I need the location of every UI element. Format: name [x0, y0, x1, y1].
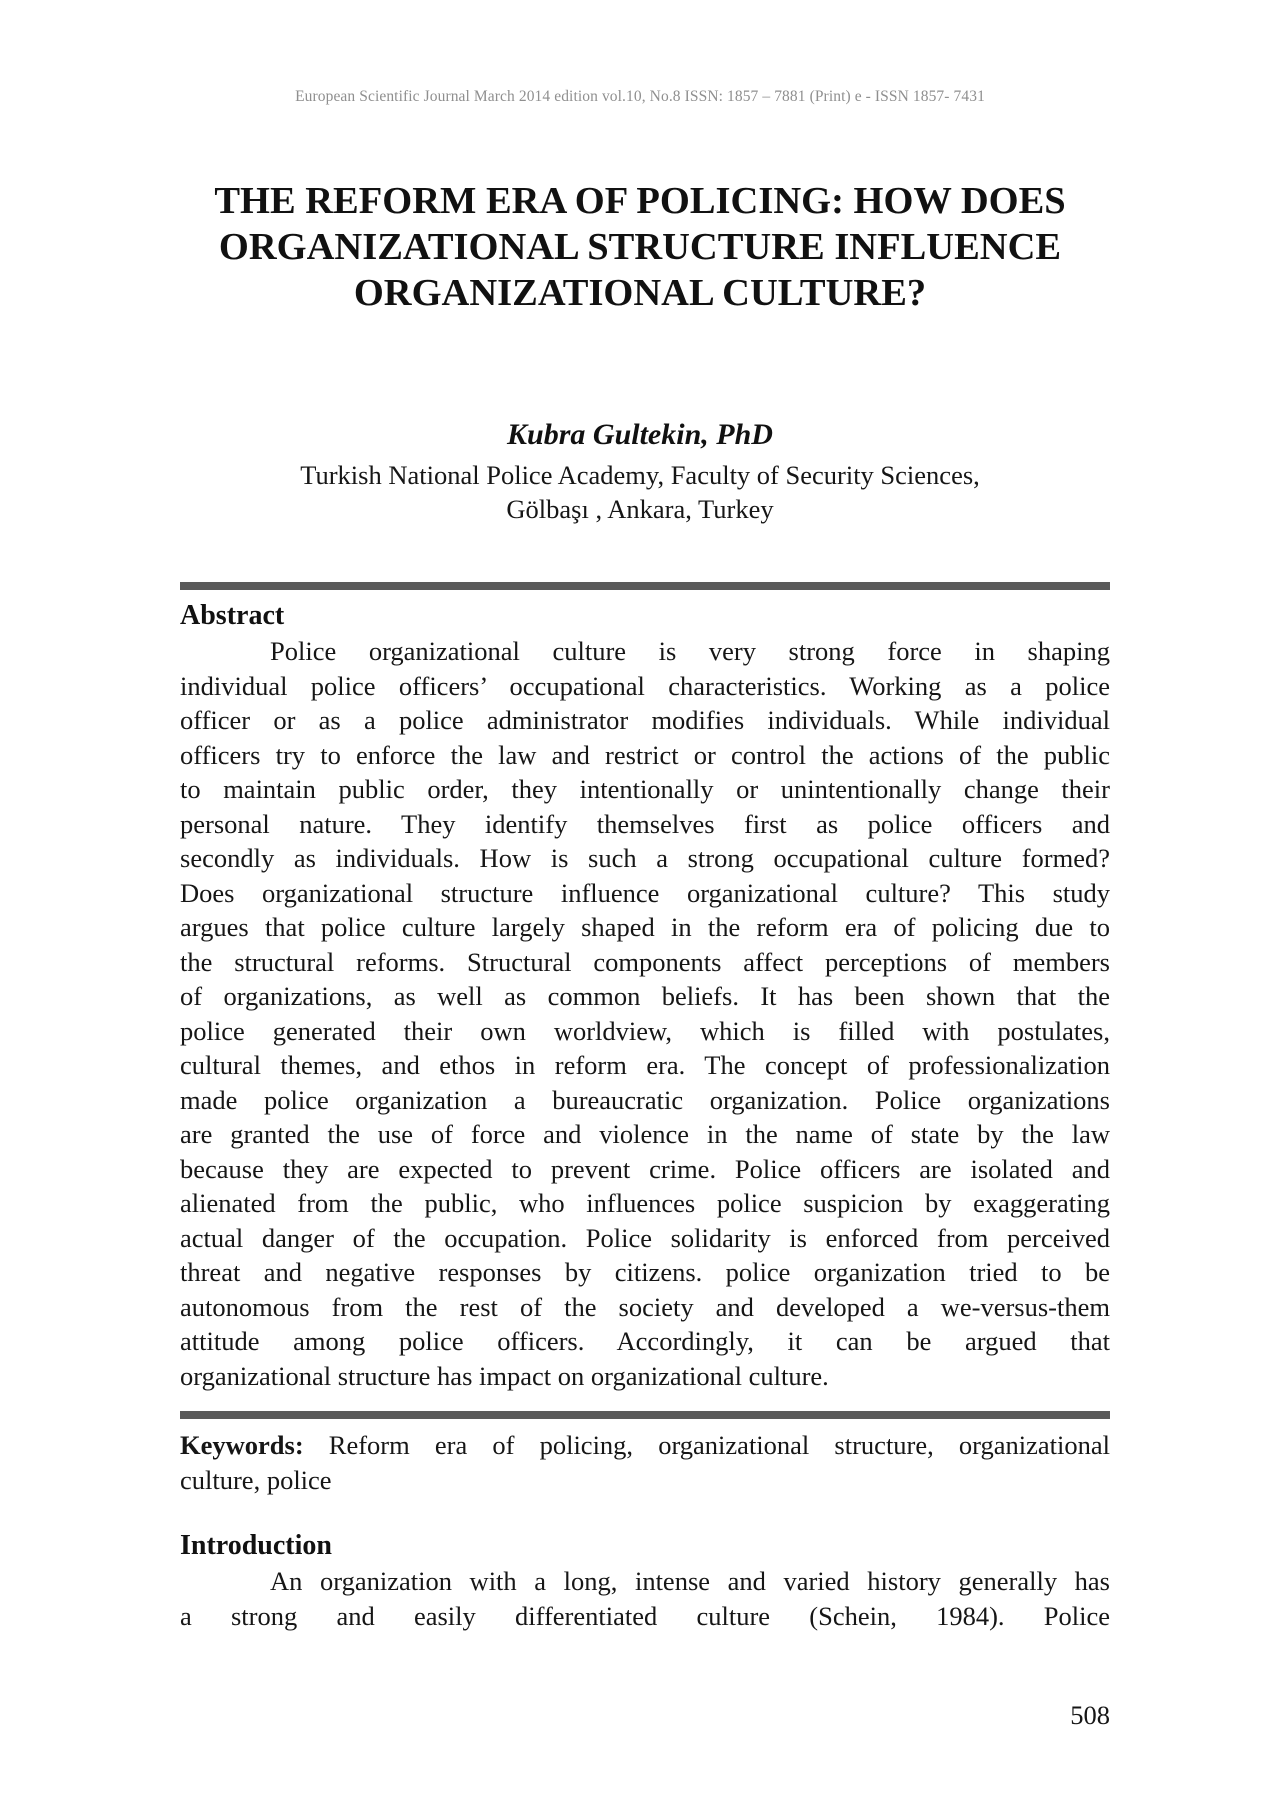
- introduction-heading: Introduction: [180, 1530, 332, 1561]
- keywords-block: [180, 1428, 1110, 1497]
- abstract-line: personal nature. They identify themselves first as police officers and: [180, 808, 1110, 839]
- running-header: European Scientific Journal March 2014 edition vol.10, No.8 ISSN: 1857 – 7881 (Print) e - ISSN 1857- 7431: [295, 88, 985, 105]
- abstract-line: cultural themes, and ethos in reform era. The concept of professionalization: [180, 1050, 1110, 1080]
- title-line: ORGANIZATIONAL CULTURE?: [353, 272, 927, 314]
- abstract-line: individual police officers’ occupational characteristics. Working as a police: [180, 670, 1110, 701]
- introduction-body: [180, 1564, 1110, 1633]
- abstract-line: made police organization a bureaucratic organization. Police organizations: [180, 1084, 1110, 1115]
- abstract-line: secondly as individuals. How is such a strong occupational culture formed?: [180, 843, 1110, 873]
- abstract-line: Police organizational culture is very strong force in shaping: [270, 636, 1110, 666]
- abstract-line: of organizations, as well as common beliefs. It has been shown that the: [180, 981, 1110, 1011]
- abstract-heading: Abstract: [180, 600, 285, 631]
- abstract-line: to maintain public order, they intentionally or unintentionally change their: [180, 774, 1110, 804]
- keywords-line: [180, 1428, 1110, 1463]
- abstract-line: autonomous from the rest of the society and developed a we-versus-them: [180, 1291, 1110, 1322]
- title-line: ORGANIZATIONAL STRUCTURE INFLUENCE: [218, 226, 1062, 268]
- page-number: 508: [1070, 1700, 1110, 1730]
- author-affiliation: [0, 458, 1280, 526]
- abstract-line: alienated from the public, who influences police suspicion by exaggerating: [180, 1188, 1110, 1218]
- introduction-line: a strong and easily differentiated culture (Schein, 1984). Police: [180, 1600, 1110, 1631]
- affiliation-line: Gölbaşı , Ankara, Turkey: [506, 494, 774, 524]
- affiliation-line: Turkish National Police Academy, Faculty of Security Sciences,: [300, 460, 980, 490]
- abstract-line: attitude among police officers. Accordingly, it can be argued that: [180, 1326, 1110, 1356]
- divider-rule-top: [180, 582, 1110, 590]
- abstract-body: [180, 634, 1110, 1393]
- abstract-line: officer or as a police administrator modifies individuals. While individual: [180, 705, 1110, 735]
- abstract-line: argues that police culture largely shaped in the reform era of policing due to: [180, 912, 1110, 942]
- abstract-line: are granted the use of force and violence in the name of state by the law: [180, 1119, 1110, 1149]
- paper-title: [140, 178, 1140, 316]
- abstract-line: Does organizational structure influence organizational culture? This study: [180, 877, 1110, 908]
- abstract-line: because they are expected to prevent crime. Police officers are isolated and: [180, 1153, 1110, 1184]
- abstract-line: threat and negative responses by citizens. police organization tried to be: [180, 1257, 1110, 1287]
- keywords-text: Reform era of policing, organizational structure, organizational: [303, 1430, 1110, 1460]
- abstract-line: police generated their own worldview, which is filled with postulates,: [180, 1015, 1110, 1046]
- author-name: Kubra Gultekin, PhD: [507, 418, 773, 451]
- divider-rule-bottom: [180, 1411, 1110, 1419]
- keywords-label: Keywords:: [180, 1430, 304, 1460]
- abstract-line: organizational structure has impact on organizational culture.: [180, 1360, 829, 1391]
- title-line: THE REFORM ERA OF POLICING: HOW DOES: [214, 180, 1066, 222]
- abstract-line: officers try to enforce the law and restrict or control the actions of the public: [180, 739, 1110, 770]
- keywords-line: culture, police: [180, 1464, 332, 1495]
- introduction-line: An organization with a long, intense and varied history generally has: [270, 1566, 1110, 1596]
- abstract-line: actual danger of the occupation. Police solidarity is enforced from perceived: [180, 1222, 1110, 1253]
- abstract-line: the structural reforms. Structural components affect perceptions of members: [180, 946, 1110, 977]
